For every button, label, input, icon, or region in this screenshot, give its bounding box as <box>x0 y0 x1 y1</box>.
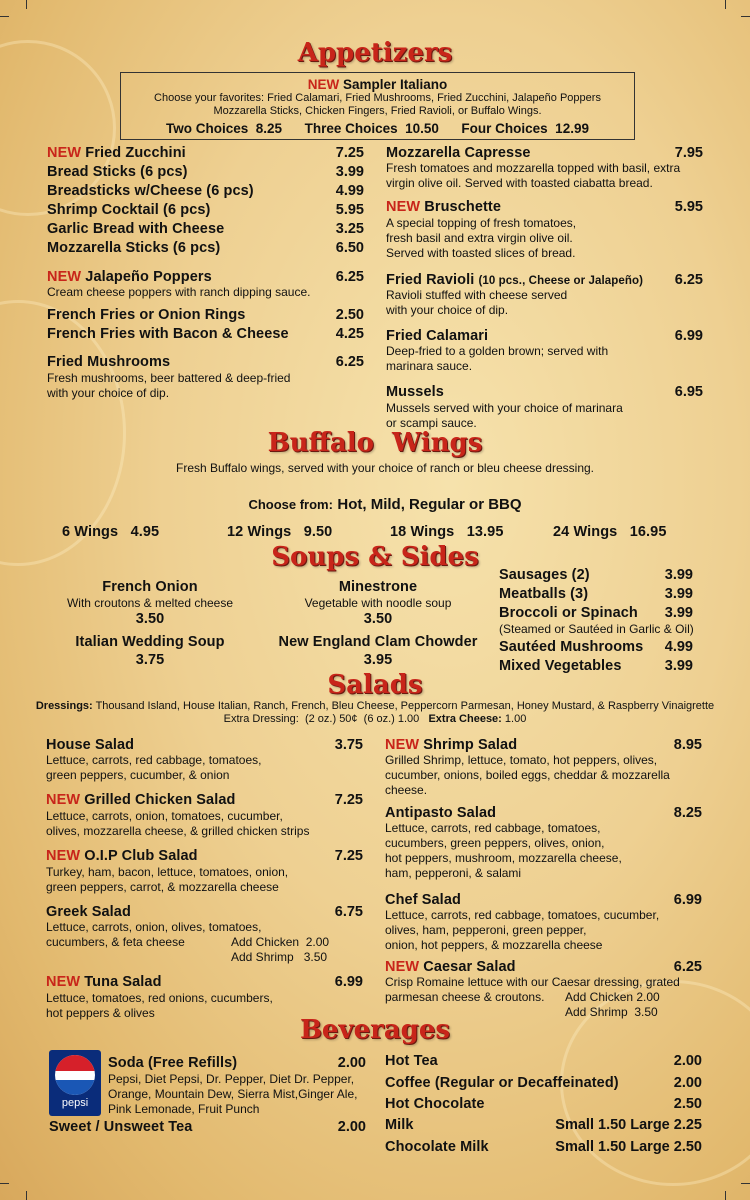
salad-addon: Add Shrimp 3.50 <box>231 950 328 964</box>
menu-item-name: Mussels <box>386 384 444 400</box>
new-badge: NEW <box>386 199 421 215</box>
menu-item-price: 6.25 <box>335 354 364 370</box>
side-item-name: Mixed Vegetables <box>499 658 622 674</box>
menu-item-desc: Lettuce, tomatoes, red onions, cucumbers, hot peppers & olives <box>46 991 273 1020</box>
menu-item-desc: Grilled Shrimp, lettuce, tomato, hot peppers, olives, cucumber, onions, boiled eggs, cheddar & mozzarella cheese. <box>385 753 670 797</box>
menu-item-desc: Fresh mushrooms, beer battered & deep-fried with your choice of dip. <box>47 371 291 400</box>
salad-addon: Add Chicken 2.00 <box>565 990 660 1004</box>
menu-item-name: House Salad <box>46 737 135 753</box>
pepsi-logo-text: pepsi <box>61 1097 89 1109</box>
menu-item-name: NEW Shrimp Salad <box>385 737 518 753</box>
beverage-price: 2.00 <box>337 1055 366 1071</box>
sampler-name: Sampler Italiano <box>342 77 448 92</box>
menu-item-name: Garlic Bread with Cheese <box>47 221 225 237</box>
menu-item-price: 4.99 <box>335 183 364 199</box>
wings-choose: Choose from: Hot, Mild, Regular or BBQ <box>248 496 522 513</box>
salad-dressings: Dressings: Thousand Island, House Italian, Ranch, French, Bleu Cheese, Peppercorn Parmesan, Honey Mustard, & Raspberry Vinaigrette <box>35 700 715 712</box>
beverage-name: Soda (Free Refills) <box>108 1055 238 1071</box>
menu-item-desc: Lettuce, carrots, onion, tomatoes, cucumber, olives, mozzarella cheese, & grilled chicken strips <box>46 809 310 838</box>
menu-item-name: Mozzarella Capresse <box>386 145 531 161</box>
menu-item-name: Bread Sticks (6 pcs) <box>47 164 188 180</box>
sampler-three-choices: Three Choices 10.50 <box>304 121 439 136</box>
menu-item-price: 6.25 <box>673 959 702 975</box>
crop-mark <box>741 1183 750 1184</box>
sampler-heading <box>121 77 634 92</box>
menu-item-price: 2.50 <box>335 307 364 323</box>
menu-item-name: Fried Ravioli (10 pcs., Cheese or Jalapeño) <box>386 272 644 288</box>
menu-item-name: NEW O.I.P Club Salad <box>46 848 198 864</box>
salad-extras: Extra Dressing: (2 oz.) 50¢ (6 oz.) 1.00 Extra Cheese: 1.00 <box>223 713 527 725</box>
menu-item-price: 3.99 <box>335 164 364 180</box>
wings-size: 6 Wings 4.95 <box>62 524 160 540</box>
crop-mark <box>26 0 27 9</box>
menu-item-price: 8.25 <box>673 805 702 821</box>
menu-item-price: 3.75 <box>334 737 363 753</box>
side-item-desc: (Steamed or Sautéed in Garlic & Oil) <box>499 622 694 636</box>
appetizers-title: Appetizers <box>297 38 453 68</box>
beverage-price: 2.00 <box>673 1053 702 1069</box>
menu-item-desc: parmesan cheese & croutons. <box>385 990 545 1004</box>
beverage-name: Hot Chocolate <box>385 1096 485 1112</box>
sampler-desc: Mozzarella Sticks, Chicken Fingers, Fried Ravioli, or Buffalo Wings. <box>213 105 542 117</box>
sampler-two-choices: Two Choices 8.25 <box>166 121 283 136</box>
pepsi-logo <box>49 1050 101 1116</box>
salad-addon: Add Chicken 2.00 <box>231 935 330 949</box>
beverage-name: Coffee (Regular or Decaffeinated) <box>385 1075 619 1091</box>
wings-desc: Fresh Buffalo wings, served with your choice of ranch or bleu cheese dressing. <box>176 461 594 475</box>
menu-item-name: Shrimp Cocktail (6 pcs) <box>47 202 211 218</box>
soups-title: Soups & Sides <box>271 542 479 572</box>
beverage-price: 2.00 <box>337 1119 366 1135</box>
menu-item-price: 7.25 <box>335 145 364 161</box>
menu-item-name: Mozzarella Sticks (6 pcs) <box>47 240 221 256</box>
menu-item-price: 6.99 <box>334 974 363 990</box>
wings-size: 12 Wings 9.50 <box>227 524 333 540</box>
menu-item-name: NEW Bruschette <box>386 199 502 215</box>
beverage-name: Sweet / Unsweet Tea <box>49 1119 193 1135</box>
sampler-prices <box>121 121 634 136</box>
menu-item-price: 6.99 <box>674 328 703 344</box>
menu-item-price: 6.75 <box>334 904 363 920</box>
menu-item-desc: Turkey, ham, bacon, lettuce, tomatoes, onion, green peppers, carrot, & mozzarella cheese <box>46 865 289 894</box>
menu-item-price: 5.95 <box>335 202 364 218</box>
beverages-title: Beverages <box>299 1015 451 1045</box>
side-item-name: Sausages (2) <box>499 567 590 583</box>
crop-mark <box>0 16 9 17</box>
pepsi-globe-icon <box>55 1055 95 1095</box>
menu-item-name: French Fries or Onion Rings <box>47 307 246 323</box>
menu-item-price: 6.99 <box>673 892 702 908</box>
new-badge: NEW <box>46 792 81 808</box>
crop-mark <box>741 16 750 17</box>
beverage-price: 2.00 <box>673 1075 702 1091</box>
side-item-name: Broccoli or Spinach <box>499 605 638 621</box>
menu-item-name: NEW Caesar Salad <box>385 959 516 975</box>
menu-item-name: Breadsticks w/Cheese (6 pcs) <box>47 183 254 199</box>
menu-item-price: 7.25 <box>334 848 363 864</box>
menu-item-name: NEW Tuna Salad <box>46 974 162 990</box>
crop-mark <box>26 1191 27 1200</box>
menu-item-name: NEW Grilled Chicken Salad <box>46 792 236 808</box>
menu-item-price: 5.95 <box>674 199 703 215</box>
side-item-price: 3.99 <box>664 586 693 602</box>
menu-item-price: 7.95 <box>674 145 703 161</box>
menu-item-name: Chef Salad <box>385 892 461 908</box>
menu-item-name: French Fries with Bacon & Cheese <box>47 326 289 342</box>
menu-item-desc: Fresh tomatoes and mozzarella topped with basil, extra virgin olive oil. Served with toasted ciabatta bread. <box>386 161 681 190</box>
menu-item-price: 8.95 <box>673 737 702 753</box>
menu-item-desc: Lettuce, carrots, onion, olives, tomatoes, <box>46 920 262 934</box>
menu-item-price: 6.25 <box>335 269 364 285</box>
soup-item: French Onion With croutons & melted cheese 3.50 <box>66 579 234 627</box>
soup-item: Italian Wedding Soup 3.75 <box>75 634 225 668</box>
menu-item-desc: cucumbers, & feta cheese <box>46 935 185 949</box>
side-item-name: Meatballs (3) <box>499 586 589 602</box>
menu-item-name: NEW Fried Zucchini <box>47 145 186 161</box>
beverage-name: Milk <box>385 1117 414 1133</box>
new-badge: NEW <box>307 77 340 92</box>
side-item-price: 3.99 <box>664 567 693 583</box>
menu-item-name: Antipasto Salad <box>385 805 497 821</box>
crop-mark <box>725 1191 726 1200</box>
side-item-price: 4.99 <box>664 639 693 655</box>
menu-item-desc: Cream cheese poppers with ranch dipping sauce. <box>47 285 311 299</box>
salads-title: Salads <box>327 670 423 700</box>
new-badge: NEW <box>46 848 81 864</box>
menu-item-desc: Lettuce, carrots, red cabbage, tomatoes, green peppers, cucumber, & onion <box>46 753 262 782</box>
menu-item-price: 6.50 <box>335 240 364 256</box>
sampler-desc: Choose your favorites: Fried Calamari, Fried Mushrooms, Fried Zucchini, Jalapeño Poppers <box>154 92 601 104</box>
new-badge: NEW <box>47 269 82 285</box>
beverage-desc: Pepsi, Diet Pepsi, Dr. Pepper, Diet Dr. Pepper, Orange, Mountain Dew, Sierra Mist,Ginger Ale, Pink Lemonade, Fruit Punch <box>108 1072 358 1116</box>
soup-item: Minestrone Vegetable with noodle soup 3.50 <box>304 579 452 627</box>
menu-item-name: Fried Mushrooms <box>47 354 171 370</box>
menu-item-name: Greek Salad <box>46 904 131 920</box>
menu-item-desc: A special topping of fresh tomatoes, fresh basil and extra virgin olive oil. Served with toasted slices of bread. <box>386 216 577 260</box>
menu-item-price: 6.95 <box>674 384 703 400</box>
menu-item-desc: Deep-fried to a golden brown; served with marinara sauce. <box>386 344 609 373</box>
new-badge: NEW <box>385 737 420 753</box>
soup-item: New England Clam Chowder 3.95 <box>278 634 478 668</box>
wings-title: Buffalo Wings <box>267 428 483 458</box>
menu-item-price: 6.25 <box>674 272 703 288</box>
beverage-price: Small 1.50 Large 2.50 <box>555 1139 702 1155</box>
beverage-name: Chocolate Milk <box>385 1139 489 1155</box>
new-badge: NEW <box>385 959 420 975</box>
menu-item-desc: Lettuce, carrots, red cabbage, tomatoes, cucumber, olives, ham, pepperoni, green pepper, onion, hot peppers, & mozzarella cheese <box>385 908 660 952</box>
beverage-price: 2.50 <box>673 1096 702 1112</box>
menu-item-price: 3.25 <box>335 221 364 237</box>
sampler-four-choices: Four Choices 12.99 <box>461 121 589 136</box>
crop-mark <box>0 1183 9 1184</box>
menu-item-name: Fried Calamari <box>386 328 489 344</box>
menu-item-desc: Crisp Romaine lettuce with our Caesar dressing, grated <box>385 975 680 989</box>
wings-size: 24 Wings 16.95 <box>553 524 667 540</box>
sampler-box <box>120 72 635 140</box>
side-item-price: 3.99 <box>664 658 693 674</box>
menu-item-note: (10 pcs., Cheese or Jalapeño) <box>478 275 644 287</box>
new-badge: NEW <box>47 145 82 161</box>
menu-item-desc: Mussels served with your choice of marinara or scampi sauce. <box>386 401 623 430</box>
side-item-price: 3.99 <box>664 605 693 621</box>
menu-item-price: 4.25 <box>335 326 364 342</box>
menu-item-price: 7.25 <box>334 792 363 808</box>
new-badge: NEW <box>46 974 81 990</box>
menu-item-name: NEW Jalapeño Poppers <box>47 269 212 285</box>
beverage-name: Hot Tea <box>385 1053 438 1069</box>
beverage-price: Small 1.50 Large 2.25 <box>555 1117 702 1133</box>
crop-mark <box>725 0 726 9</box>
menu-item-desc: Ravioli stuffed with cheese served with your choice of dip. <box>386 288 568 317</box>
salad-addon: Add Shrimp 3.50 <box>565 1005 658 1019</box>
menu-item-desc: Lettuce, carrots, red cabbage, tomatoes, cucumbers, green peppers, olives, onion, hot peppers, mushroom, mozzarella cheese, ham, pepperoni, & salami <box>385 821 622 880</box>
wings-size: 18 Wings 13.95 <box>390 524 504 540</box>
side-item-name: Sautéed Mushrooms <box>499 639 644 655</box>
